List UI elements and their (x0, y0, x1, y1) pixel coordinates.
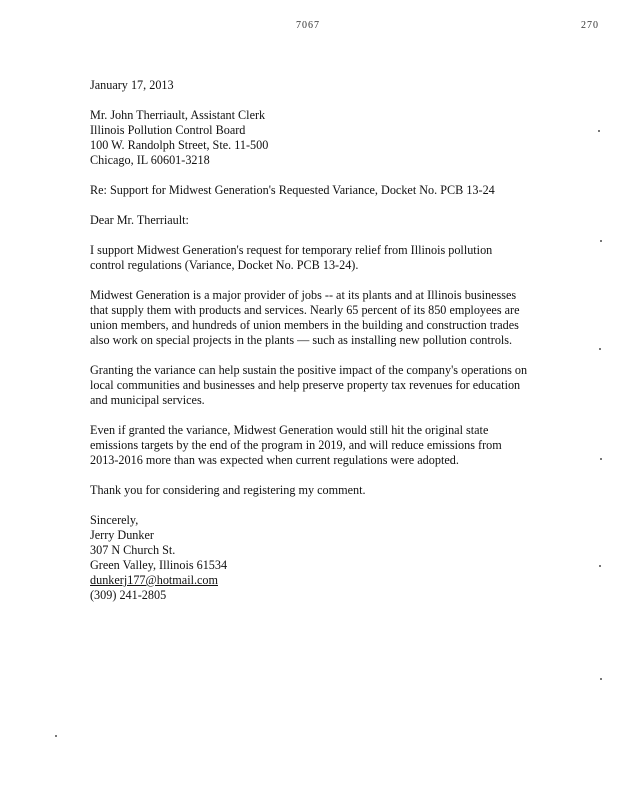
paragraph-line: that supply them with products and services. Nearly 65 percent of its 850 employees are (90, 303, 520, 317)
scan-mark (600, 240, 602, 242)
signer-city: Green Valley, Illinois 61534 (90, 558, 228, 572)
paragraph-line: Granting the variance can help sustain the positive impact of the company's operations on (90, 363, 528, 377)
paragraph-line: emissions targets by the end of the program in 2019, and will reduce emissions from (90, 438, 502, 452)
paragraph-line: control regulations (Variance, Docket No. PCB 13-24). (90, 258, 359, 272)
signer-street: 307 N Church St. (90, 543, 176, 557)
body-paragraph (90, 288, 540, 348)
recipient-address (90, 108, 540, 168)
paragraph-line: also work on special projects in the plants — such as installing new pollution controls. (90, 333, 513, 347)
page-header-left: 7067 (296, 20, 320, 31)
paragraph-line: local communities and businesses and help preserve property tax revenues for education (90, 378, 521, 392)
signer-email: dunkerj177@hotmail.com (90, 573, 218, 587)
scan-mark (600, 678, 602, 680)
recipient-line: Mr. John Therriault, Assistant Clerk (90, 108, 266, 122)
body-paragraph (90, 243, 540, 273)
body-paragraph (90, 423, 540, 468)
scan-mark (600, 458, 602, 460)
scan-mark (55, 735, 57, 737)
paragraph-line: Midwest Generation is a major provider of jobs -- at its plants and at Illinois businesses (90, 288, 517, 302)
recipient-line: Chicago, IL 60601-3218 (90, 153, 210, 167)
body-paragraph (90, 483, 540, 498)
letter-date: January 17, 2013 (90, 78, 174, 92)
subject-line: Re: Support for Midwest Generation's Requested Variance, Docket No. PCB 13-24 (90, 183, 495, 197)
paragraph-line: Thank you for considering and registering my comment. (90, 483, 366, 497)
page-header-right: 270 (581, 20, 599, 31)
signer-phone: (309) 241-2805 (90, 588, 167, 602)
body-paragraph (90, 363, 540, 408)
paragraph-line: 2013-2016 more than was expected when current regulations were adopted. (90, 453, 459, 467)
scan-mark (598, 130, 600, 132)
paragraph-line: I support Midwest Generation's request for temporary relief from Illinois pollution (90, 243, 493, 257)
recipient-line: 100 W. Randolph Street, Ste. 11-500 (90, 138, 269, 152)
signer-name: Jerry Dunker (90, 528, 154, 542)
scan-mark (599, 565, 601, 567)
salutation: Dear Mr. Therriault: (90, 213, 189, 227)
closing: Sincerely, (90, 513, 139, 527)
recipient-line: Illinois Pollution Control Board (90, 123, 246, 137)
paragraph-line: and municipal services. (90, 393, 205, 407)
paragraph-line: Even if granted the variance, Midwest Generation would still hit the original state (90, 423, 489, 437)
paragraph-line: union members, and hundreds of union members in the building and construction trades (90, 318, 519, 332)
letter-body (90, 78, 540, 603)
signature-block (90, 528, 540, 603)
scan-mark (599, 348, 601, 350)
